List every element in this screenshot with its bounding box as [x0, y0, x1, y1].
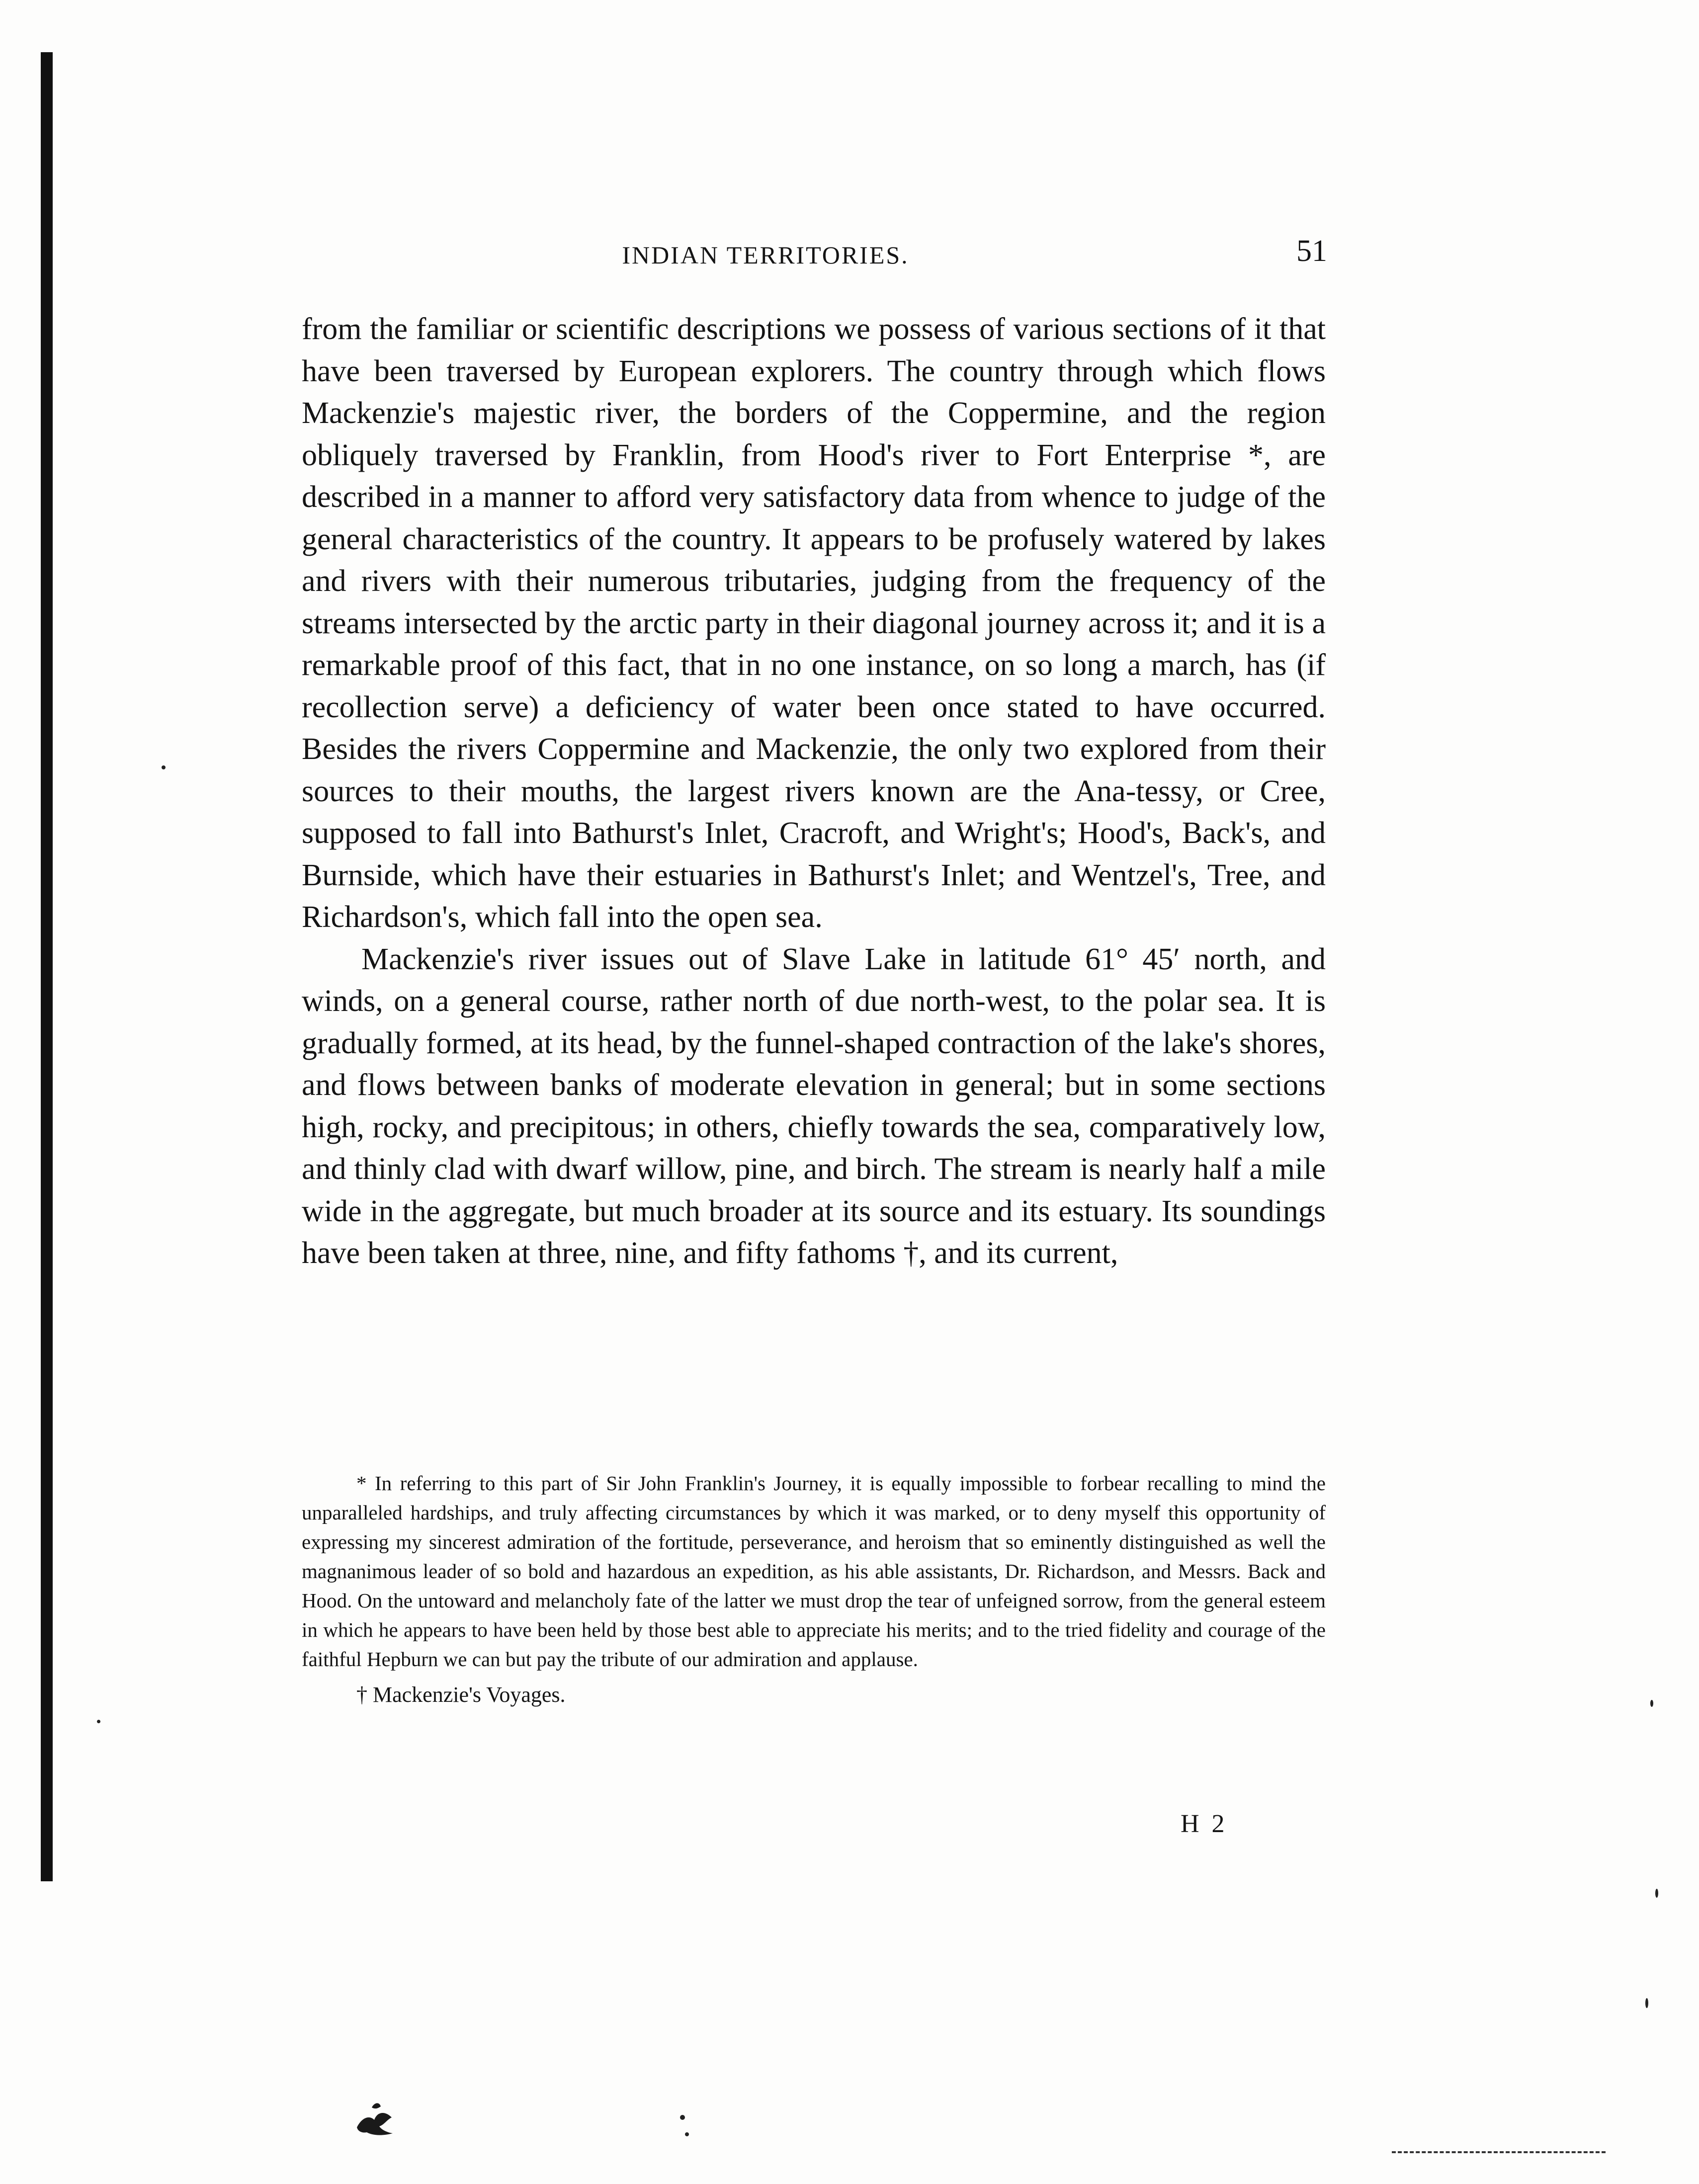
ink-speck	[680, 2115, 685, 2120]
ink-speck	[162, 765, 166, 769]
paragraph-1: from the familiar or scientific descriptions we possess of various sections of it that have been traversed by European explorers. The country through which flows Mackenzie's majestic river, the borders of the Coppermine, and the region obliquely traversed by Franklin, from Hood's river to Fort Enterprise *, are described in a manner to afford very satisfactory data from whence to judge of the general characteristics of the country. It appears to be profusely watered by lakes and rivers with their numerous tributaries, judging from the frequency of the streams intersected by the arctic party in their diagonal journey across it; and it is a remarkable proof of this fact, that in no one instance, on so long a march, has (if recollection serve) a deficiency of water been once stated to have occurred. Besides the rivers Coppermine and Mackenzie, the only two explored from their sources to their mouths, the largest rivers known are the Ana-tessy, or Cree, supposed to fall into Bathurst's Inlet, Cracroft, and Wright's; Hood's, Back's, and Burnside, which have their estuaries in Bathurst's Inlet; and Wentzel's, Tree, and Richardson's, which fall into the open sea.	[302, 312, 1326, 934]
paragraph-2: Mackenzie's river issues out of Slave Lake in latitude 61° 45′ north, and winds, on a general course, rather north of due north-west, to the polar sea. It is gradually formed, at its head, by the funnel-shaped contraction of the lake's shores, and flows between banks of moderate elevation in general; but in some sections high, rocky, and precipitous; in others, chiefly towards the sea, comparatively low, and thinly clad with dwarf willow, pine, and birch. The stream is nearly half a mile wide in the aggregate, but much broader at its source and its estuary. Its soundings have been taken at three, nine, and fifty fathoms †, and its current,	[302, 942, 1326, 1270]
ink-speck	[685, 2132, 689, 2136]
body-text	[302, 308, 1326, 1274]
ink-speck	[1645, 1998, 1648, 2008]
ink-speck	[1655, 1889, 1658, 1898]
printer-ornament-icon	[352, 2098, 397, 2137]
ink-speck	[1650, 1700, 1653, 1707]
ink-speck	[97, 1720, 100, 1723]
page-number: 51	[1296, 234, 1327, 268]
running-head	[298, 234, 1327, 278]
signature-mark: H 2	[1181, 1810, 1228, 1838]
footnote-mackenzie: † Mackenzie's Voyages.	[356, 1682, 566, 1707]
footnote-franklin: * In referring to this part of Sir John Franklin's Journey, it is equally impossible to forbear recalling to mind the unparalleled hardships, and truly affecting circumstances by which it was marked, or to deny myself this opportunity of expressing my sincerest admiration of the fortitude, perseverance, and heroism that so eminently distinguished as well the magnanimous leader of so bold and hazardous an expedition, as his able assistants, Dr. Richardson, and Messrs. Back and Hood. On the untoward and melancholy fate of the latter we must drop the tear of unfeigned sorrow, from the general esteem in which he appears to have been held by those best able to appreciate his merits; and to the tried fidelity and courage of the faithful Hepburn we can but pay the tribute of our admiration and applause.	[302, 1472, 1326, 1671]
footnotes	[302, 1469, 1326, 1709]
binding-edge	[41, 52, 53, 1881]
bottom-rule	[1392, 2151, 1606, 2155]
running-title: INDIAN TERRITORIES.	[622, 241, 909, 269]
